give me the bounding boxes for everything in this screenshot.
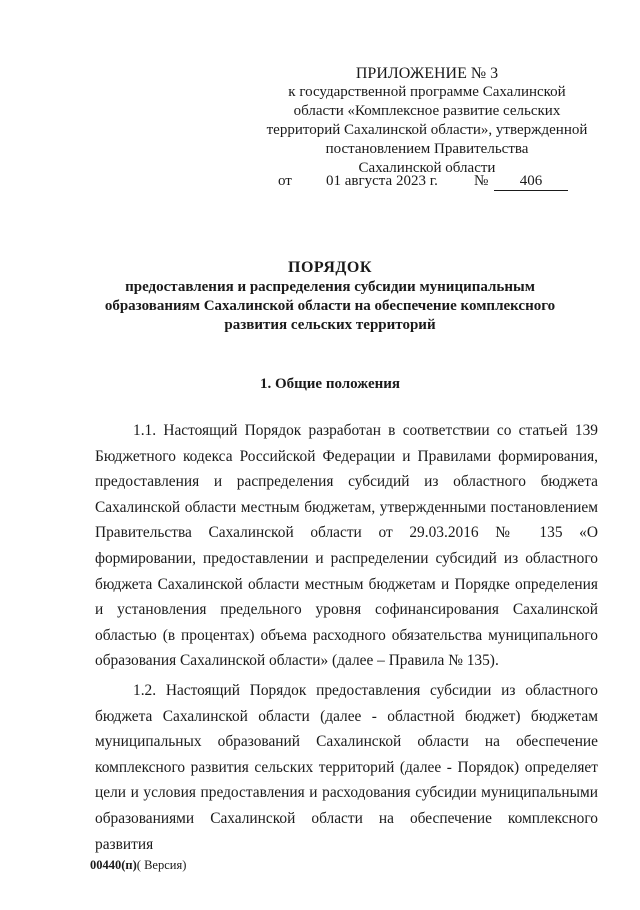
document-subtitle-line: развития сельских территорий — [224, 317, 436, 333]
footer-version-label: ( Версия) — [136, 858, 187, 872]
document-subtitle-line: предоставления и распределения субсидии муниципальным — [125, 279, 535, 295]
section-heading: 1. Общие положения — [259, 376, 401, 392]
appendix-line: постановлением Правительства — [325, 141, 529, 157]
document-title: ПОРЯДОК — [288, 259, 372, 276]
footer-code: 00440(п) — [90, 858, 137, 872]
resolution-number: 406 — [494, 172, 568, 191]
paragraph: 1.2. Настоящий Порядок предоставления субсидии из областного бюджета Сахалинской области (далее - областной бюджет) бюджетам муниципальных образований Сахалинской области на обеспечение комплексного развития сельских территорий (далее - Порядок) определяет цели и условия предоставления и расходования субсидии муниципальными образованиями Сахалинской области на обеспечение комплексного развития — [95, 681, 598, 853]
paragraph: 1.1. Настоящий Порядок разработан в соответствии со статьей 139 Бюджетного кодекса Российской Федерации и Правилами формирования, предоставления и распределения субсидий из областного бюджета Сахалинской области местным бюджетам, утвержденными постановлением Правительства Сахалинской области от 29.03.2016 № 135 «О формировании, предоставлении и распределении субсидий из областного бюджета Сахалинской области местным бюджетам и Порядке определения и установления предельного уровня софинансирования Сахалинской областью (в процентах) объема расходного обязательства муниципального образования Сахалинской области» (далее – Правила № 135). — [95, 422, 598, 670]
appendix-header — [262, 64, 592, 178]
appendix-title: ПРИЛОЖЕНИЕ № 3 — [355, 65, 499, 82]
appendix-line: Сахалинской области — [358, 160, 496, 176]
body-text — [95, 418, 598, 861]
appendix-line: территорий Сахалинской области», утвержденной — [266, 122, 588, 138]
approval-date: 01 августа 2023 г. — [326, 173, 438, 189]
appendix-line: к государственной программе Сахалинской — [288, 84, 566, 100]
date-prefix: от — [278, 173, 292, 189]
document-subtitle-line: образованиям Сахалинской области на обеспечение комплексного — [104, 298, 556, 314]
number-prefix: № — [474, 173, 489, 189]
appendix-line: области «Комплексное развитие сельских — [293, 103, 561, 119]
document-title-block — [80, 258, 580, 335]
footer-version — [90, 858, 186, 873]
